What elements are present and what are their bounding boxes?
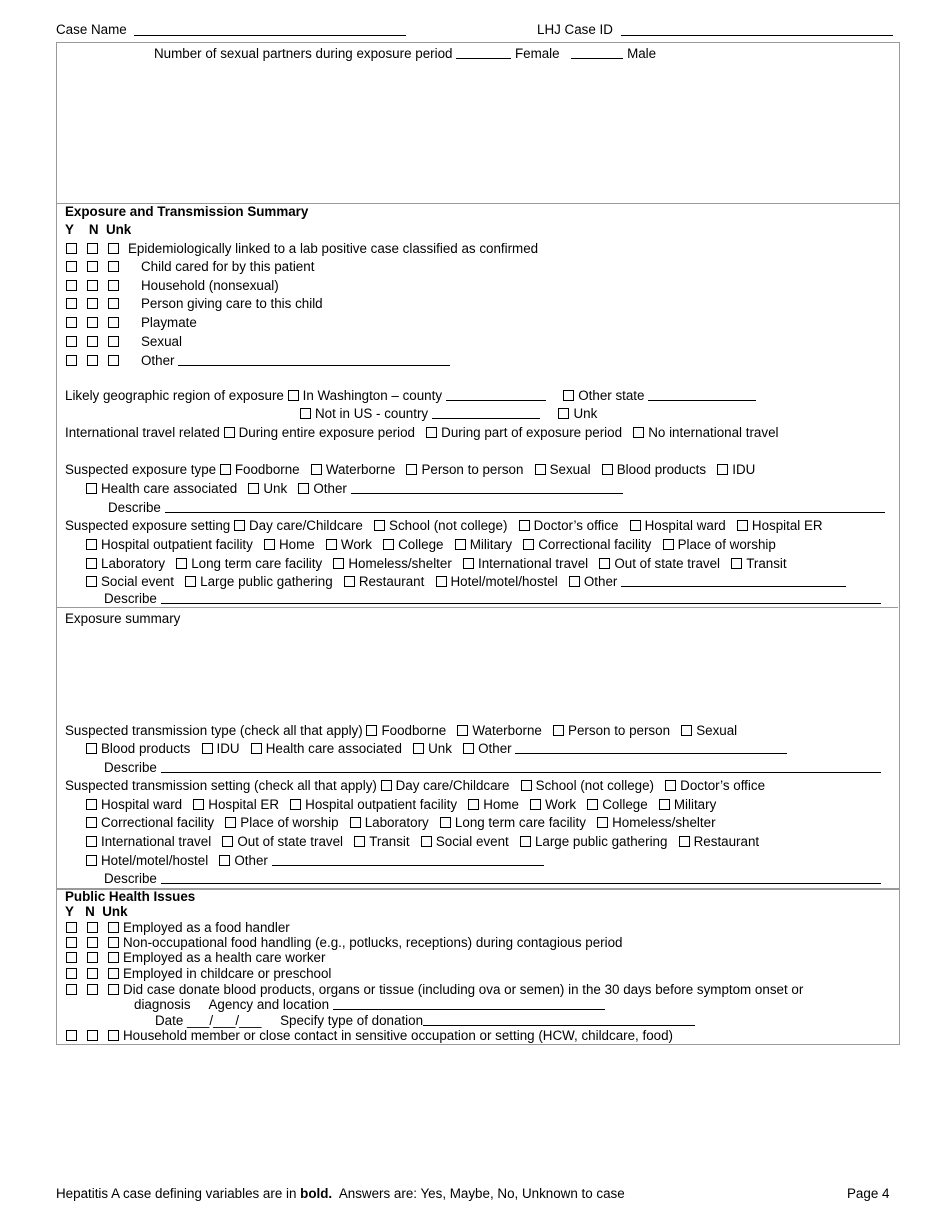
option-label: Hospital outpatient facility bbox=[101, 537, 253, 552]
partners-male-label: Male bbox=[627, 46, 657, 61]
linked-item-label: Sexual bbox=[141, 334, 182, 349]
phi-item-row bbox=[66, 936, 623, 949]
option-label: Health care associated bbox=[101, 481, 238, 496]
linked-item-label: Person giving care to this child bbox=[141, 296, 323, 311]
checkbox[interactable] bbox=[222, 836, 233, 847]
transmission-setting-label: Suspected transmission setting (check all that apply) bbox=[65, 778, 377, 793]
option-label: Blood products bbox=[616, 462, 707, 477]
option-label: Correctional facility bbox=[538, 537, 652, 552]
checkbox[interactable] bbox=[366, 725, 377, 736]
lhj-case-id-field[interactable] bbox=[621, 24, 893, 36]
checkbox[interactable] bbox=[569, 576, 580, 587]
region-row bbox=[65, 389, 756, 402]
phi-household-label: Household member or close contact in sensitive occupation or setting (HCW, childcare, food) bbox=[123, 1028, 674, 1043]
case-name-label: Case Name bbox=[56, 22, 127, 37]
checkbox[interactable] bbox=[220, 464, 231, 475]
phi-item-label: Employed as a food handler bbox=[123, 920, 290, 935]
option-label: Home bbox=[279, 537, 315, 552]
checkbox[interactable] bbox=[108, 922, 119, 933]
checkbox[interactable] bbox=[224, 427, 235, 438]
checkbox[interactable] bbox=[248, 483, 259, 494]
transmission-setting-row bbox=[65, 779, 765, 792]
col-unk: Unk bbox=[105, 222, 132, 237]
option-label: Place of worship bbox=[677, 537, 776, 552]
checkbox[interactable] bbox=[535, 464, 546, 475]
checkbox[interactable] bbox=[108, 355, 119, 366]
option-label: Transit bbox=[746, 556, 787, 571]
region-unk-label: Unk bbox=[573, 406, 598, 421]
checkbox[interactable] bbox=[108, 280, 119, 291]
checkbox[interactable] bbox=[326, 539, 337, 550]
checkbox[interactable] bbox=[381, 780, 392, 791]
checkbox[interactable] bbox=[108, 317, 119, 328]
checkbox[interactable] bbox=[86, 817, 97, 828]
checkbox[interactable] bbox=[87, 1030, 98, 1041]
checkbox[interactable] bbox=[520, 836, 531, 847]
checkbox[interactable] bbox=[87, 952, 98, 963]
option-label: Home bbox=[483, 797, 519, 812]
region-not-us-label: Not in US - country bbox=[315, 406, 429, 421]
checkbox[interactable] bbox=[219, 855, 230, 866]
option-label: Other bbox=[478, 741, 512, 756]
divider bbox=[57, 607, 898, 608]
region-label: Likely geographic region of exposure bbox=[65, 388, 284, 403]
partners-row bbox=[154, 47, 656, 60]
checkbox[interactable] bbox=[108, 1030, 119, 1041]
checkbox[interactable] bbox=[87, 243, 98, 254]
checkbox[interactable] bbox=[234, 520, 245, 531]
col-y: Y bbox=[65, 904, 74, 919]
exposure-setting-describe bbox=[104, 592, 881, 605]
option-label: Large public gathering bbox=[534, 834, 668, 849]
checkbox[interactable] bbox=[311, 464, 322, 475]
checkbox[interactable] bbox=[66, 336, 77, 347]
exposure-setting-label: Suspected exposure setting bbox=[65, 518, 231, 533]
option-label: Social event bbox=[435, 834, 509, 849]
describe-label: Describe bbox=[104, 591, 157, 606]
intl-entire-label: During entire exposure period bbox=[238, 425, 415, 440]
checkbox[interactable] bbox=[264, 539, 275, 550]
checkbox[interactable] bbox=[553, 725, 564, 736]
checkbox[interactable] bbox=[457, 725, 468, 736]
option-label: Large public gathering bbox=[200, 574, 333, 589]
option-label: College bbox=[398, 537, 444, 552]
partners-section bbox=[56, 42, 900, 204]
transmission-type-describe bbox=[104, 761, 881, 774]
option-label: Blood products bbox=[101, 741, 191, 756]
checkbox[interactable] bbox=[87, 355, 98, 366]
option-label: Day care/Childcare bbox=[395, 778, 510, 793]
checkbox[interactable] bbox=[558, 408, 569, 419]
phi-item-label: Non-occupational food handling (e.g., potlucks, receptions) during contagious period bbox=[123, 935, 623, 950]
checkbox[interactable] bbox=[193, 799, 204, 810]
phi-household-row bbox=[66, 1029, 673, 1042]
phi-item-row bbox=[66, 951, 325, 964]
footer-note-bold: bold. bbox=[300, 1186, 333, 1201]
option-label: Doctor’s office bbox=[533, 518, 619, 533]
footer-note-prefix: Hepatitis A case defining variables are in bbox=[56, 1186, 297, 1201]
option-label: Military bbox=[469, 537, 513, 552]
exposure-setting-row-4 bbox=[86, 575, 846, 588]
checkbox[interactable] bbox=[251, 743, 262, 754]
checkbox[interactable] bbox=[108, 261, 119, 272]
phi-item-row bbox=[66, 967, 331, 980]
phi-item-row bbox=[66, 921, 290, 934]
exposure-type-row bbox=[65, 463, 755, 476]
checkbox[interactable] bbox=[519, 520, 530, 531]
option-label: IDU bbox=[732, 462, 756, 477]
option-label: Unk bbox=[428, 741, 452, 756]
checkbox[interactable] bbox=[663, 539, 674, 550]
intl-part-label: During part of exposure period bbox=[441, 425, 623, 440]
option-label: Unk bbox=[263, 481, 288, 496]
partners-label: Number of sexual partners during exposure period bbox=[154, 46, 453, 61]
transmission-setting-other-field[interactable] bbox=[272, 854, 544, 866]
checkbox[interactable] bbox=[86, 855, 97, 866]
transmission-type-row-2 bbox=[86, 742, 787, 755]
checkbox[interactable] bbox=[87, 984, 98, 995]
option-label: Hospital ER bbox=[751, 518, 823, 533]
checkbox[interactable] bbox=[288, 390, 299, 401]
checkbox[interactable] bbox=[66, 922, 77, 933]
checkbox[interactable] bbox=[597, 817, 608, 828]
checkbox[interactable] bbox=[468, 799, 479, 810]
phi-item-label: Employed in childcare or preschool bbox=[123, 966, 332, 981]
partners-female-label: Female bbox=[514, 46, 560, 61]
checkbox[interactable] bbox=[87, 937, 98, 948]
option-label: Hotel/motel/hostel bbox=[101, 853, 209, 868]
footer-note bbox=[56, 1187, 625, 1200]
lhj-case-id-label: LHJ Case ID bbox=[537, 22, 613, 37]
option-label: Laboratory bbox=[364, 815, 429, 830]
exposure-setting-row-3 bbox=[86, 557, 787, 570]
option-label: Work bbox=[545, 797, 577, 812]
checkbox[interactable] bbox=[87, 968, 98, 979]
option-label: Other bbox=[583, 574, 618, 589]
page-number: Page 4 bbox=[847, 1186, 890, 1201]
transmission-setting-row-4 bbox=[86, 835, 759, 848]
option-label: Out of state travel bbox=[614, 556, 721, 571]
option-label: Sexual bbox=[696, 723, 738, 738]
specify-label: Specify type of donation bbox=[280, 1013, 424, 1028]
exposure-type-other-field[interactable] bbox=[351, 482, 623, 494]
transmission-setting-row-2 bbox=[86, 798, 716, 811]
checkbox[interactable] bbox=[679, 836, 690, 847]
region-row-2 bbox=[300, 407, 597, 420]
footer-note-suffix: Answers are: Yes, Maybe, No, Unknown to case bbox=[338, 1186, 625, 1201]
region-other-state-label: Other state bbox=[578, 388, 645, 403]
option-label: Social event bbox=[101, 574, 174, 589]
option-label: Person to person bbox=[421, 462, 524, 477]
checkbox[interactable] bbox=[86, 836, 97, 847]
specify-field[interactable] bbox=[423, 1014, 695, 1026]
transmission-setting-row-5 bbox=[86, 854, 544, 867]
checkbox[interactable] bbox=[717, 464, 728, 475]
checkbox[interactable] bbox=[66, 298, 77, 309]
checkbox[interactable] bbox=[602, 464, 613, 475]
option-label: Long term care facility bbox=[454, 815, 586, 830]
option-label: Out of state travel bbox=[237, 834, 344, 849]
option-label: Work bbox=[340, 537, 372, 552]
checkbox[interactable] bbox=[587, 799, 598, 810]
checkbox[interactable] bbox=[108, 968, 119, 979]
checkbox[interactable] bbox=[66, 355, 77, 366]
diagnosis-label: diagnosis bbox=[134, 997, 191, 1012]
exposure-type-row-2 bbox=[86, 482, 623, 495]
agency-field[interactable] bbox=[333, 998, 605, 1010]
option-label: School (not college) bbox=[389, 518, 508, 533]
region-county-field[interactable] bbox=[446, 389, 546, 401]
col-n: N bbox=[85, 904, 95, 919]
setting-other-field[interactable] bbox=[621, 575, 846, 587]
option-label: Other bbox=[234, 853, 268, 868]
checkbox[interactable] bbox=[87, 280, 98, 291]
checkbox[interactable] bbox=[87, 298, 98, 309]
checkbox[interactable] bbox=[681, 725, 692, 736]
describe-field[interactable] bbox=[165, 501, 885, 513]
linked-item-row bbox=[66, 297, 323, 310]
checkbox[interactable] bbox=[86, 576, 97, 587]
checkbox[interactable] bbox=[298, 483, 309, 494]
checkbox[interactable] bbox=[521, 780, 532, 791]
describe-label: Describe bbox=[108, 500, 161, 515]
checkbox[interactable] bbox=[563, 390, 574, 401]
checkbox[interactable] bbox=[185, 576, 196, 587]
checkbox[interactable] bbox=[86, 743, 97, 754]
region-country-field[interactable] bbox=[432, 407, 540, 419]
option-label: Hospital ward bbox=[101, 797, 183, 812]
col-n: N bbox=[88, 222, 99, 237]
partners-male-field[interactable] bbox=[571, 47, 623, 59]
describe-field[interactable] bbox=[161, 592, 881, 604]
phi-donation-agency-row bbox=[134, 998, 605, 1011]
option-label: Correctional facility bbox=[101, 815, 215, 830]
checkbox[interactable] bbox=[108, 298, 119, 309]
option-label: Homeless/shelter bbox=[348, 556, 452, 571]
checkbox[interactable] bbox=[86, 799, 97, 810]
option-label: Hospital ER bbox=[208, 797, 279, 812]
checkbox[interactable] bbox=[66, 1030, 77, 1041]
option-label: Person to person bbox=[568, 723, 671, 738]
checkbox[interactable] bbox=[354, 836, 365, 847]
checkbox[interactable] bbox=[87, 922, 98, 933]
checkbox[interactable] bbox=[374, 520, 385, 531]
checkbox[interactable] bbox=[66, 243, 77, 254]
exposure-summary-label: Exposure summary bbox=[65, 611, 181, 626]
option-label: Waterborne bbox=[325, 462, 396, 477]
exposure-type-label: Suspected exposure type bbox=[65, 462, 217, 477]
checkbox[interactable] bbox=[108, 952, 119, 963]
checkbox[interactable] bbox=[630, 520, 641, 531]
checkbox[interactable] bbox=[383, 539, 394, 550]
checkbox[interactable] bbox=[633, 427, 644, 438]
checkbox[interactable] bbox=[66, 968, 77, 979]
checkbox[interactable] bbox=[530, 799, 541, 810]
transmission-type-label: Suspected transmission type (check all that apply) bbox=[65, 723, 363, 738]
partners-female-field[interactable] bbox=[456, 47, 511, 59]
linked-label: Epidemiologically linked to a lab positive case classified as confirmed bbox=[128, 241, 539, 256]
linked-item-row bbox=[66, 335, 182, 348]
option-label: IDU bbox=[216, 741, 240, 756]
checkbox[interactable] bbox=[225, 817, 236, 828]
option-label: Military bbox=[673, 797, 717, 812]
checkbox[interactable] bbox=[455, 539, 466, 550]
checkbox[interactable] bbox=[66, 937, 77, 948]
option-label: Foodborne bbox=[234, 462, 300, 477]
linked-item-label: Other bbox=[141, 353, 175, 368]
agency-label: Agency and location bbox=[208, 997, 330, 1012]
checkbox[interactable] bbox=[599, 558, 610, 569]
linked-row bbox=[66, 242, 538, 255]
checkbox[interactable] bbox=[406, 464, 417, 475]
intl-label: International travel related bbox=[65, 425, 220, 440]
linked-item-row bbox=[66, 354, 450, 367]
checkbox[interactable] bbox=[108, 984, 119, 995]
option-label: Restaurant bbox=[693, 834, 760, 849]
checkbox[interactable] bbox=[665, 780, 676, 791]
checkbox[interactable] bbox=[737, 520, 748, 531]
option-label: Long term care facility bbox=[191, 556, 323, 571]
phi-col-headers bbox=[65, 905, 128, 918]
checkbox[interactable] bbox=[176, 558, 187, 569]
option-label: Other bbox=[313, 481, 347, 496]
option-label: Hospital outpatient facility bbox=[305, 797, 458, 812]
option-label: Homeless/shelter bbox=[612, 815, 716, 830]
intl-travel-row bbox=[65, 426, 779, 439]
option-label: International travel bbox=[477, 556, 589, 571]
option-label: Day care/Childcare bbox=[249, 518, 363, 533]
option-label: Place of worship bbox=[240, 815, 339, 830]
linked-other-field[interactable] bbox=[178, 354, 450, 366]
col-unk: Unk bbox=[102, 904, 128, 919]
phi-item-label: Employed as a health care worker bbox=[123, 950, 326, 965]
checkbox[interactable] bbox=[344, 576, 355, 587]
checkbox[interactable] bbox=[66, 984, 77, 995]
option-label: Sexual bbox=[549, 462, 591, 477]
intl-none-label: No international travel bbox=[648, 425, 779, 440]
option-label: Doctor’s office bbox=[680, 778, 766, 793]
describe-field[interactable] bbox=[161, 872, 881, 884]
date-label: Date bbox=[155, 1013, 184, 1028]
checkbox[interactable] bbox=[523, 539, 534, 550]
region-state-field[interactable] bbox=[648, 389, 756, 401]
checkbox[interactable] bbox=[659, 799, 670, 810]
option-label: Waterborne bbox=[472, 723, 542, 738]
exposure-setting-row bbox=[65, 519, 823, 532]
phi-donation-date-row bbox=[155, 1014, 695, 1027]
phi-item-row bbox=[66, 983, 803, 996]
checkbox[interactable] bbox=[108, 336, 119, 347]
option-label: Restaurant bbox=[358, 574, 425, 589]
checkbox[interactable] bbox=[421, 836, 432, 847]
checkbox[interactable] bbox=[436, 576, 447, 587]
transmission-setting-describe bbox=[104, 872, 881, 885]
transmission-type-row bbox=[65, 724, 737, 737]
linked-item-label: Child cared for by this patient bbox=[141, 259, 315, 274]
exposure-setting-row-2 bbox=[86, 538, 776, 551]
checkbox[interactable] bbox=[87, 261, 98, 272]
option-label: Transit bbox=[369, 834, 410, 849]
describe-field[interactable] bbox=[161, 761, 881, 773]
checkbox[interactable] bbox=[66, 261, 77, 272]
checkbox[interactable] bbox=[66, 317, 77, 328]
exposure-type-describe bbox=[108, 501, 885, 514]
checkbox[interactable] bbox=[108, 243, 119, 254]
phi-title: Public Health Issues bbox=[65, 889, 196, 904]
linked-item-label: Household (nonsexual) bbox=[141, 278, 279, 293]
checkbox[interactable] bbox=[413, 743, 424, 754]
linked-item-row bbox=[66, 279, 279, 292]
checkbox[interactable] bbox=[350, 817, 361, 828]
checkbox[interactable] bbox=[300, 408, 311, 419]
case-name-field[interactable] bbox=[134, 24, 406, 36]
option-label: Laboratory bbox=[101, 556, 166, 571]
checkbox[interactable] bbox=[66, 280, 77, 291]
option-label: Health care associated bbox=[265, 741, 402, 756]
option-label: Hotel/motel/hostel bbox=[450, 574, 558, 589]
checkbox[interactable] bbox=[86, 558, 97, 569]
option-label: International travel bbox=[101, 834, 212, 849]
checkbox[interactable] bbox=[87, 317, 98, 328]
option-label: Foodborne bbox=[381, 723, 447, 738]
col-y: Y bbox=[65, 222, 74, 237]
linked-item-row bbox=[66, 316, 197, 329]
checkbox[interactable] bbox=[463, 743, 474, 754]
option-label: College bbox=[602, 797, 648, 812]
checkbox[interactable] bbox=[66, 952, 77, 963]
linked-item-row bbox=[66, 260, 314, 273]
describe-label: Describe bbox=[104, 871, 157, 886]
date-field[interactable]: ___/___/___ bbox=[187, 1013, 262, 1028]
checkbox[interactable] bbox=[86, 483, 97, 494]
option-label: Hospital ward bbox=[644, 518, 726, 533]
checkbox[interactable] bbox=[333, 558, 344, 569]
option-label: School (not college) bbox=[535, 778, 654, 793]
linked-item-label: Playmate bbox=[141, 315, 197, 330]
checkbox[interactable] bbox=[290, 799, 301, 810]
transmission-type-other-field[interactable] bbox=[515, 742, 787, 754]
phi-item-label: Did case donate blood products, organs or tissue (including ova or semen) in the 30 days before symptom onset or bbox=[123, 982, 804, 997]
checkbox[interactable] bbox=[426, 427, 437, 438]
checkbox[interactable] bbox=[463, 558, 474, 569]
checkbox[interactable] bbox=[440, 817, 451, 828]
checkbox[interactable] bbox=[731, 558, 742, 569]
region-wa-label: In Washington – county bbox=[302, 388, 443, 403]
checkbox[interactable] bbox=[108, 937, 119, 948]
transmission-setting-row-3 bbox=[86, 816, 716, 829]
checkbox[interactable] bbox=[202, 743, 213, 754]
checkbox[interactable] bbox=[87, 336, 98, 347]
exposure-col-headers bbox=[65, 223, 131, 236]
describe-label: Describe bbox=[104, 760, 157, 775]
checkbox[interactable] bbox=[86, 539, 97, 550]
exposure-title: Exposure and Transmission Summary bbox=[65, 204, 309, 219]
